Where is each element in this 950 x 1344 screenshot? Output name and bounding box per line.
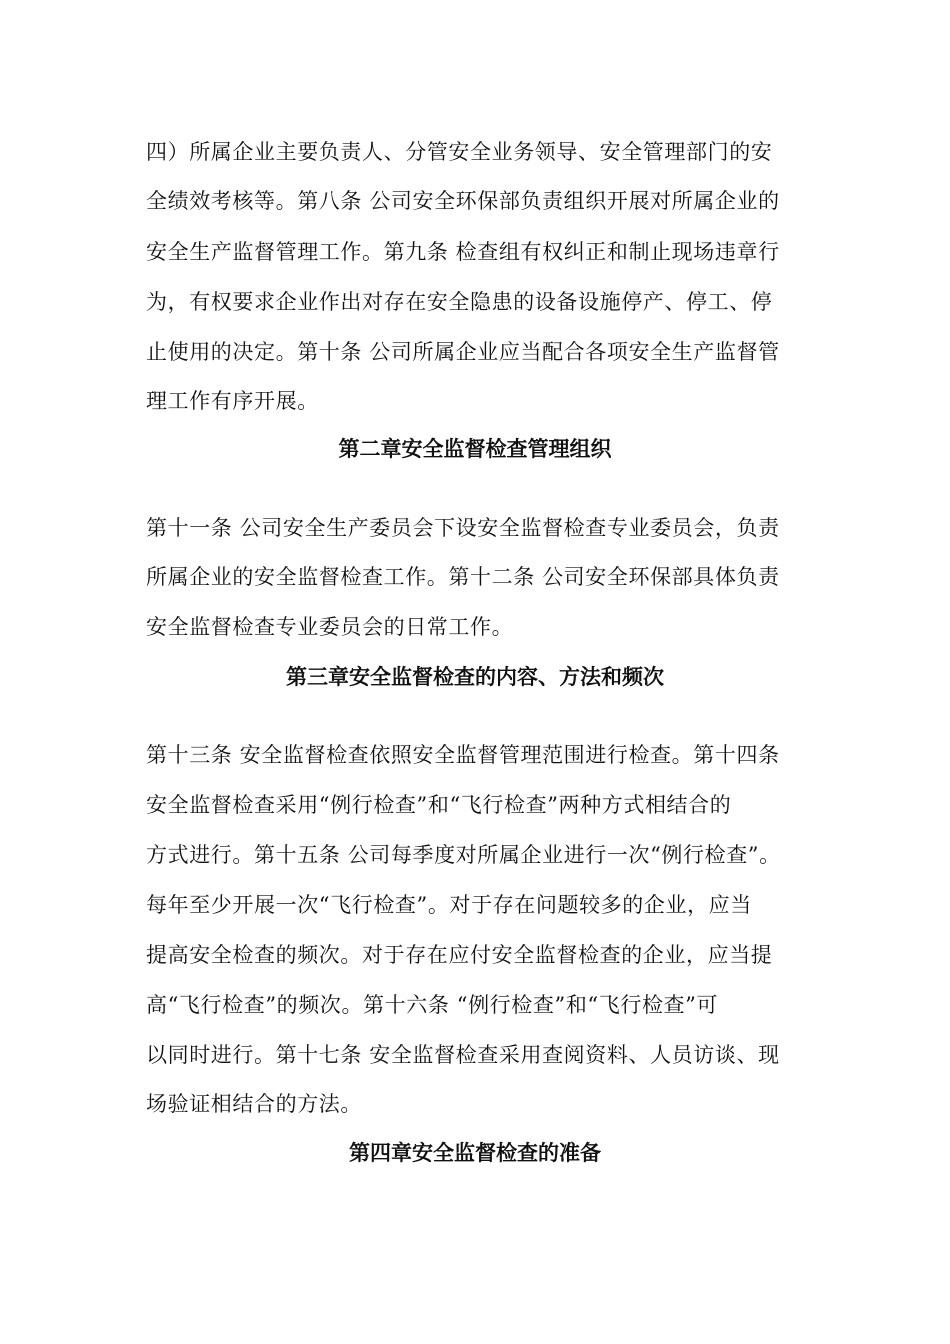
paragraph-line: 为，有权要求企业作出对存在安全隐患的设备设施停产、停工、停 [146,290,773,314]
paragraph-line: 全绩效考核等。第八条 公司安全环保部负责组织开展对所属企业的 [146,189,780,213]
paragraph-line: 提高安全检查的频次。对于存在应付安全监督检查的企业，应当提 [146,943,773,967]
paragraph-line: 安全监督检查专业委员会的日常工作。 [146,615,514,639]
chapter-heading-2: 第二章安全监督检查管理组织 [338,437,612,461]
paragraph-line: 以同时进行。第十七条 安全监督检查采用查阅资料、人员访谈、现 [146,1043,780,1067]
paragraph-line: 安全监督检查采用“例行检查”和“飞行检查”两种方式相结合的 [146,793,732,817]
paragraph-line: 安全生产监督管理工作。第九条 检查组有权纠正和制止现场违章行 [146,240,780,264]
paragraph-line: 理工作有序开展。 [146,389,319,413]
paragraph-line: 高“飞行检查”的频次。第十六条 “例行检查”和“飞行检查”可 [146,993,719,1017]
paragraph-line: 第十一条 公司安全生产委员会下设安全监督检查专业委员会，负责 [146,516,780,540]
paragraph-line: 第十三条 安全监督检查依照安全监督管理范围进行检查。第十四条 [146,743,780,767]
paragraph-line: 场验证相结合的方法。 [146,1092,362,1116]
paragraph-line: 止使用的决定。第十条 公司所属企业应当配合各项安全生产监督管 [146,340,780,364]
paragraph-line: 方式进行。第十五条 公司每季度对所属企业进行一次“例行检查”。 [146,843,781,867]
chapter-heading-3: 第三章安全监督检查的内容、方法和频次 [286,665,664,689]
paragraph-line: 每年至少开展一次“飞行检查”。对于存在问题较多的企业，应当 [146,893,752,917]
paragraph-line: 所属企业的安全监督检查工作。第十二条 公司安全环保部具体负责 [146,565,780,589]
chapter-heading-4: 第四章安全监督检查的准备 [349,1141,601,1165]
paragraph-line: 四）所属企业主要负责人、分管安全业务领导、安全管理部门的安 [146,140,773,164]
